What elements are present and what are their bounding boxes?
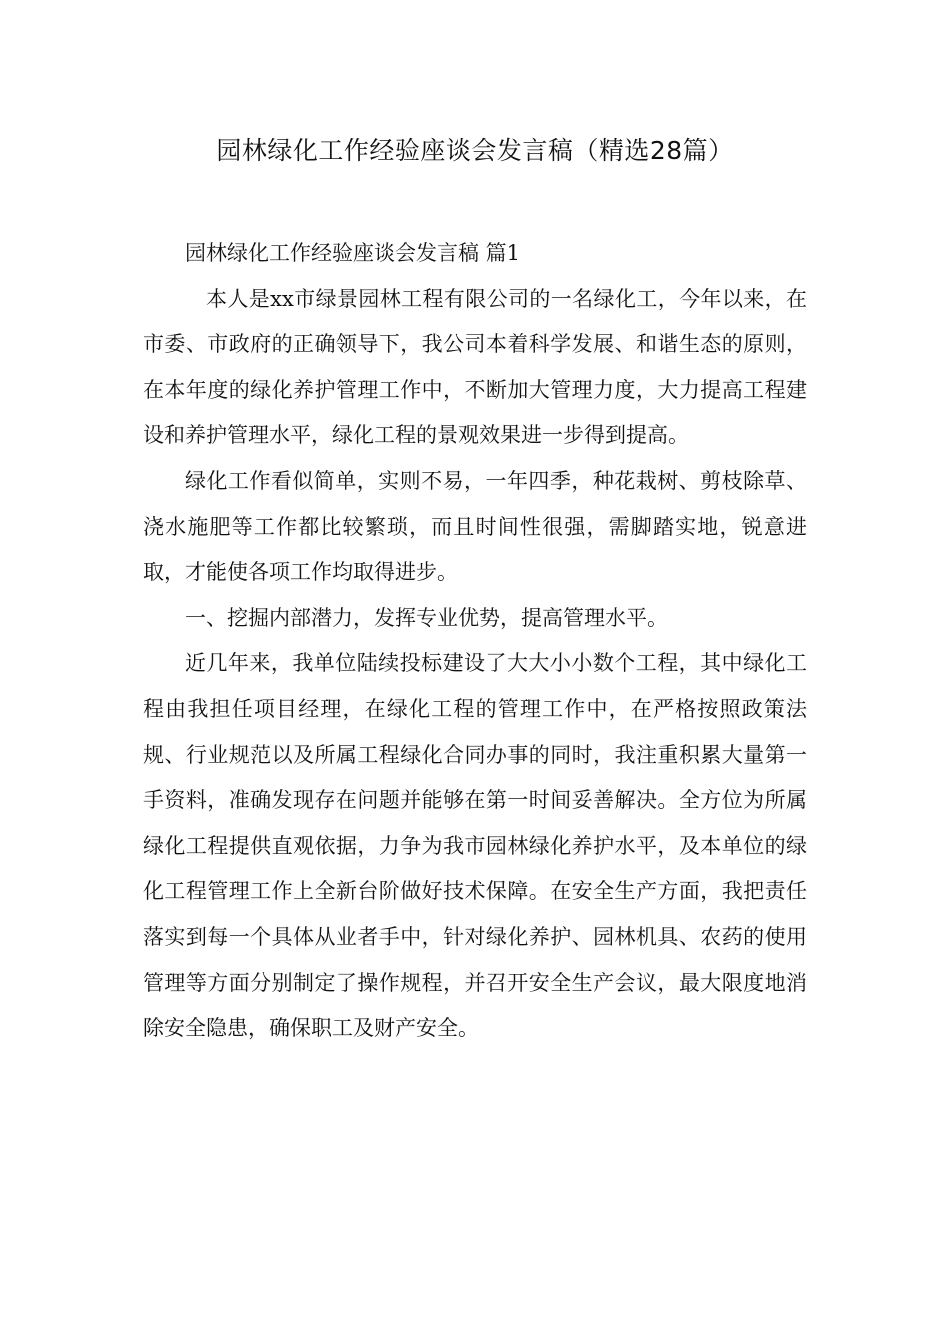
paragraph-intro: 本人是xx市绿景园林工程有限公司的一名绿化工，今年以来，在市委、市政府的正确领导下，我公司本着科学发展、和谐生态的原则，在本年度的绿化养护管理工作中，不断加大管理力度，大力提高工程建设和养护管理水平，绿化工程的景观效果进一步得到提高。 [143, 286, 807, 448]
section-heading: 园林绿化工作经验座谈会发言稿 篇1 [185, 241, 521, 265]
paragraph-project-management: 近几年来，我单位陆续投标建设了大大小小数个工程，其中绿化工程由我担任项目经理，在绿化工程的管理工作中，在严格按照政策法规、行业规范以及所属工程绿化合同办事的同时，我注重积累大量第一手资料，准确发现存在问题并能够在第一时间妥善解决。全方位为所属绿化工程提供直观依据，力争为我市园林绿化养护水平，及本单位的绿化工程管理工作上全新台阶做好技术保障。在安全生产方面，我把责任落实到每一个具体从业者手中，针对绿化养护、园林机具、农药的使用管理等方面分别制定了操作规程，并召开安全生产会议，最大限度地消除安全隐患，确保职工及财产安全。 [143, 651, 807, 1041]
paragraph-work-nature: 绿化工作看似简单，实则不易，一年四季，种花栽树、剪枝除草、浇水施肥等工作都比较繁琐，而且时间性很强，需脚踏实地，锐意进取，才能使各项工作均取得进步。 [143, 468, 807, 585]
document-title: 园林绿化工作经验座谈会发言稿（精选28篇） [216, 136, 734, 165]
document-body [143, 231, 807, 1052]
paragraph-point-one: 一、挖掘内部潜力，发挥专业优势，提高管理水平。 [185, 605, 668, 630]
